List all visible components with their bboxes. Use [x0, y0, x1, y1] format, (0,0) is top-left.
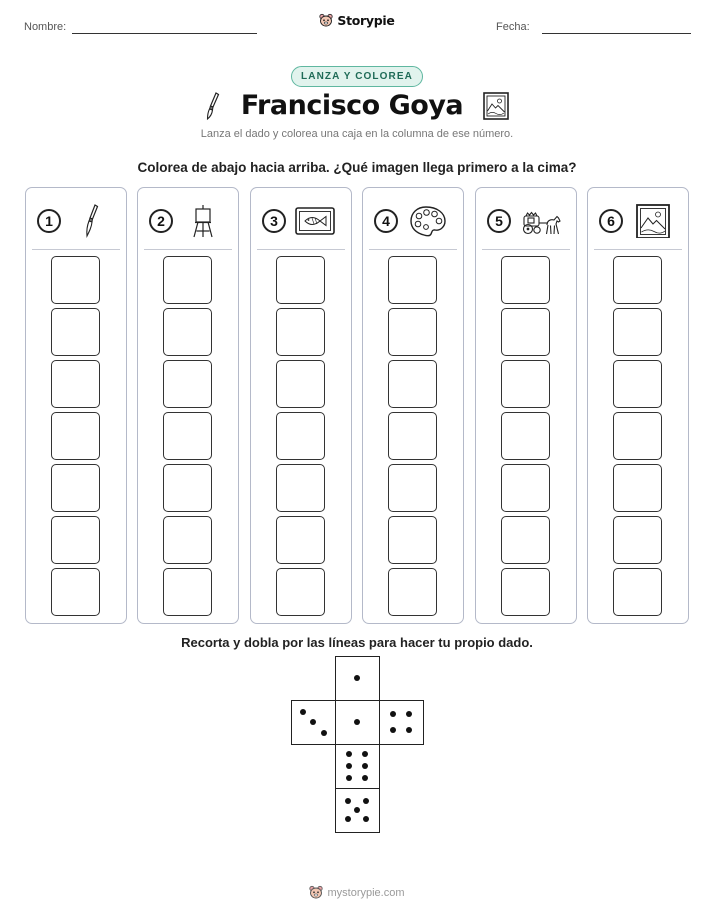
easel-icon: [182, 204, 226, 238]
color-box[interactable]: [51, 256, 100, 304]
dice-face-1: [335, 700, 380, 745]
brand-name: Storypie: [337, 13, 395, 28]
activity-badge: LANZA Y COLOREA: [291, 66, 423, 87]
coloring-instruction: Colorea de abajo hacia arriba. ¿Qué imagen llega primero a la cima?: [137, 160, 577, 175]
color-box[interactable]: [501, 256, 550, 304]
dice-instruction: Recorta y dobla por las líneas para hacer tu propio dado.: [181, 635, 533, 650]
color-box[interactable]: [613, 464, 662, 512]
footer-url: mystorypie.com: [327, 886, 405, 899]
color-box[interactable]: [276, 412, 325, 460]
color-box[interactable]: [388, 568, 437, 616]
color-box[interactable]: [276, 256, 325, 304]
color-box[interactable]: [388, 308, 437, 356]
color-box[interactable]: [163, 464, 212, 512]
color-box[interactable]: [163, 568, 212, 616]
dice-pip: [345, 798, 351, 804]
color-box[interactable]: [163, 256, 212, 304]
framed-landscape-icon: [483, 92, 509, 120]
color-box[interactable]: [388, 360, 437, 408]
column-3: [250, 187, 352, 624]
dice-pip: [346, 751, 352, 757]
color-box[interactable]: [388, 256, 437, 304]
dice-face-3: [291, 700, 336, 745]
column-number: 4: [374, 209, 398, 233]
color-box[interactable]: [613, 568, 662, 616]
column-number: 5: [487, 209, 511, 233]
dice-pip: [300, 709, 306, 715]
color-box[interactable]: [501, 516, 550, 564]
dice-pip: [354, 719, 360, 725]
color-box[interactable]: [51, 568, 100, 616]
column-4: [362, 187, 464, 624]
dice-pip: [406, 711, 412, 717]
brand-logo: [0, 13, 714, 33]
color-box[interactable]: [613, 516, 662, 564]
color-box[interactable]: [388, 516, 437, 564]
color-box[interactable]: [51, 308, 100, 356]
dice-pip: [321, 730, 327, 736]
dice-pip: [362, 763, 368, 769]
color-box[interactable]: [51, 516, 100, 564]
dice-pip: [346, 775, 352, 781]
dice-pip: [362, 775, 368, 781]
storypie-mascot-icon: [309, 885, 323, 900]
dice-pip: [363, 816, 369, 822]
paintbrush-icon: [205, 91, 221, 121]
color-box[interactable]: [501, 464, 550, 512]
color-box[interactable]: [163, 412, 212, 460]
dice-pip: [362, 751, 368, 757]
dice-face-4: [379, 700, 424, 745]
color-box[interactable]: [276, 360, 325, 408]
column-number: 2: [149, 209, 173, 233]
framed-landscape-icon: [632, 204, 676, 238]
color-box[interactable]: [276, 516, 325, 564]
color-box[interactable]: [613, 308, 662, 356]
color-box[interactable]: [613, 360, 662, 408]
color-box[interactable]: [388, 412, 437, 460]
column-number: 1: [37, 209, 61, 233]
dice-face-6: [335, 744, 380, 789]
color-box[interactable]: [613, 412, 662, 460]
color-box[interactable]: [501, 568, 550, 616]
color-box[interactable]: [501, 308, 550, 356]
dice-face-1: [335, 656, 380, 701]
dice-pip: [310, 719, 316, 725]
column-6: [587, 187, 689, 624]
page-title: Francisco Goya: [240, 90, 464, 121]
date-label: Fecha:: [496, 21, 530, 33]
name-line: [72, 33, 257, 34]
color-box[interactable]: [276, 308, 325, 356]
palette-icon: [407, 204, 451, 238]
column-1: [25, 187, 127, 624]
color-box[interactable]: [613, 256, 662, 304]
color-box[interactable]: [163, 360, 212, 408]
column-number: 3: [262, 209, 286, 233]
column-2: [137, 187, 239, 624]
date-line: [542, 33, 691, 34]
dice-pip: [346, 763, 352, 769]
name-label: Nombre:: [24, 21, 67, 33]
dice-pip: [354, 675, 360, 681]
dice-face-5: [335, 788, 380, 833]
color-box[interactable]: [163, 516, 212, 564]
color-box[interactable]: [51, 360, 100, 408]
horse-carriage-icon: [520, 204, 564, 238]
column-5: [475, 187, 577, 624]
color-box[interactable]: [276, 568, 325, 616]
paintbrush-icon: [70, 204, 114, 238]
storypie-mascot-icon: [319, 13, 333, 28]
color-box[interactable]: [501, 412, 550, 460]
color-box[interactable]: [388, 464, 437, 512]
column-number: 6: [599, 209, 623, 233]
dice-pip: [345, 816, 351, 822]
dice-pip: [390, 711, 396, 717]
color-box[interactable]: [163, 308, 212, 356]
color-box[interactable]: [276, 464, 325, 512]
dice-pip: [354, 807, 360, 813]
framed-fish-icon: [295, 204, 339, 238]
subtitle: Lanza el dado y colorea una caja en la columna de ese número.: [200, 128, 514, 140]
color-box[interactable]: [501, 360, 550, 408]
footer: [0, 885, 714, 905]
color-box[interactable]: [51, 412, 100, 460]
color-box[interactable]: [51, 464, 100, 512]
dice-pip: [363, 798, 369, 804]
dice-pip: [406, 727, 412, 733]
dice-pip: [390, 727, 396, 733]
